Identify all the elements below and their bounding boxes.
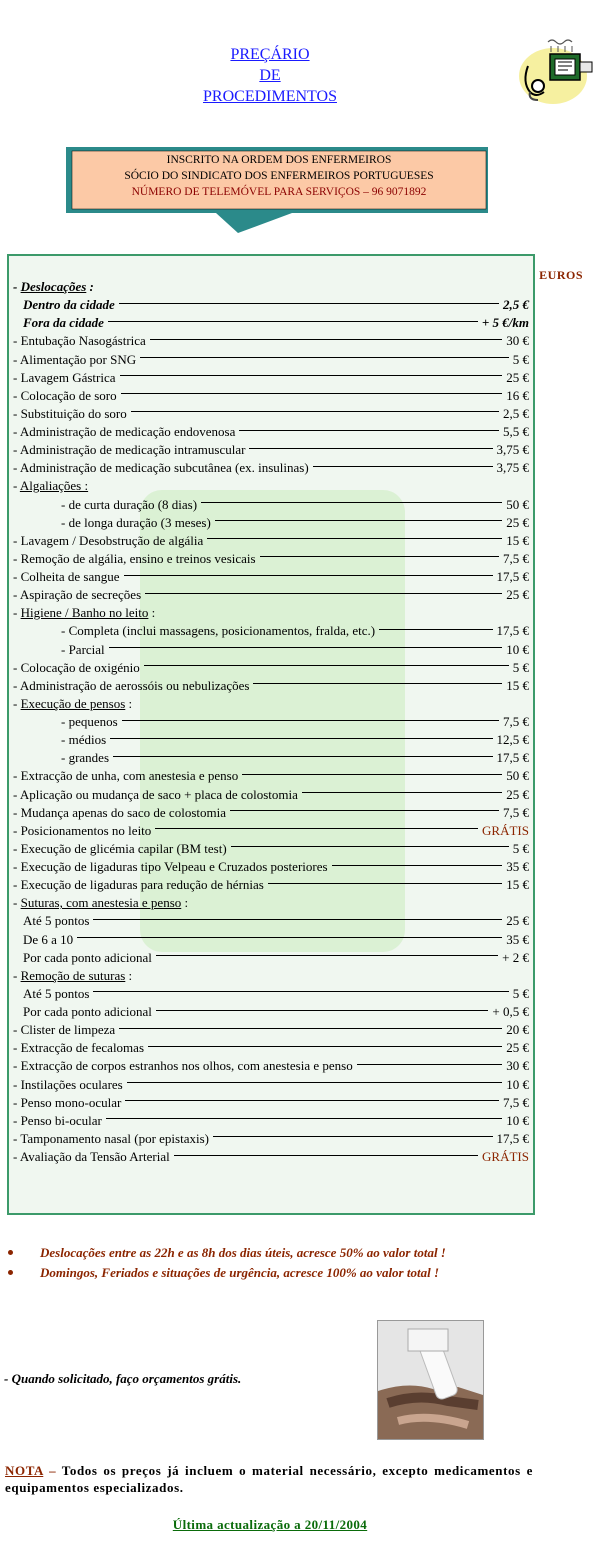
price-row [13, 858, 529, 876]
price-row [13, 840, 529, 858]
row-label [13, 477, 88, 495]
row-label [13, 695, 132, 713]
price-row [13, 949, 529, 967]
leader-line [249, 448, 492, 449]
row-price: + 2 € [502, 949, 529, 965]
price-row [13, 278, 529, 296]
price-row [13, 532, 529, 550]
leader-line [260, 556, 499, 557]
row-label: - Extracção de fecalomas [13, 1040, 145, 1056]
leader-line [125, 1100, 499, 1101]
row-price: 30 € [506, 1058, 529, 1074]
row-price: 7,5 € [503, 1094, 529, 1110]
budget-note: - Quando solicitado, faço orçamentos grátis. [4, 1371, 242, 1386]
row-label: - Extracção de unha, com anestesia e penso [13, 768, 239, 784]
row-suffix: : [125, 967, 133, 983]
price-row [13, 1057, 529, 1075]
row-price: 5,5 € [503, 424, 529, 439]
row-label: - Extracção de corpos estranhos nos olhos, com anestesia e penso [13, 1058, 353, 1074]
leader-line [121, 393, 503, 394]
row-price: GRÁTIS [482, 1149, 529, 1164]
row-label [13, 894, 188, 912]
price-row [13, 1003, 529, 1021]
section-heading: Higiene / Banho no leito [20, 605, 149, 621]
leader-line [242, 774, 502, 775]
price-row [13, 641, 529, 659]
row-label: - Alimentação por SNG [13, 351, 137, 367]
leader-line [120, 375, 503, 376]
section-heading: Algaliações : [19, 478, 89, 494]
callout-line-2: SÓCIO DO SINDICATO DOS ENFERMEIROS PORTUGUESES [124, 170, 434, 182]
row-label: Dentro da cidade [23, 297, 115, 313]
row-price: 35 € [506, 931, 529, 947]
row-label: - Remoção de algália, ensino e treinos vesicais [13, 550, 256, 566]
row-label: - Substituição do soro [13, 405, 127, 421]
row-prefix: - [13, 895, 21, 911]
leader-line [215, 520, 502, 521]
title-line-2: DE [259, 67, 281, 84]
row-label: - Colocação de soro [13, 387, 117, 403]
leader-line [174, 1155, 478, 1156]
leader-line [77, 937, 502, 938]
leader-line [131, 411, 499, 412]
price-row [13, 514, 529, 532]
leader-line [127, 1082, 503, 1083]
leader-line [155, 828, 478, 829]
leader-line [231, 846, 509, 847]
row-price: 7,5 € [503, 550, 529, 566]
section-heading: Remoção de suturas [20, 967, 126, 983]
row-price: 12,5 € [496, 732, 529, 748]
section-heading: Deslocações [20, 279, 87, 294]
row-price: 10 € [506, 641, 529, 657]
price-row [13, 496, 529, 514]
price-list [13, 278, 529, 1166]
price-row [13, 1112, 529, 1130]
row-label: - Posicionamentos no leito [13, 822, 152, 838]
row-label: - médios [61, 732, 107, 748]
row-price: 50 € [506, 496, 529, 512]
price-row [13, 1130, 529, 1148]
price-row [13, 985, 529, 1003]
currency-header: EUROS [539, 268, 583, 282]
row-label: Até 5 pontos [23, 913, 90, 929]
leader-line [109, 647, 503, 648]
nota-dash: – [43, 1463, 62, 1478]
leader-line [332, 865, 503, 866]
page-title [170, 44, 370, 107]
price-row [13, 586, 529, 604]
leader-line [207, 538, 502, 539]
row-price: 30 € [506, 333, 529, 349]
leader-line [119, 1028, 502, 1029]
row-price: + 0,5 € [492, 1004, 529, 1019]
row-price: 17,5 € [496, 569, 529, 584]
row-suffix: : [86, 279, 94, 294]
title-line-3: PROCEDIMENTOS [203, 88, 337, 105]
row-label: Fora da cidade [23, 315, 104, 331]
row-price: GRÁTIS [482, 822, 529, 838]
price-row [13, 604, 529, 622]
price-row [13, 912, 529, 930]
price-row [13, 1021, 529, 1039]
price-row [13, 550, 529, 568]
row-label: Por cada ponto adicional [23, 1004, 152, 1019]
price-row [13, 731, 529, 749]
row-label: - Execução de ligaduras tipo Velpeau e Cruzados posteriores [13, 859, 328, 874]
row-price: 10 € [506, 1076, 529, 1092]
price-row [13, 369, 529, 387]
row-label: - Penso mono-ocular [13, 1094, 122, 1110]
callout-text [72, 152, 486, 200]
leader-line [145, 593, 502, 594]
row-suffix: : [148, 605, 156, 621]
price-row [13, 894, 529, 912]
row-label: Até 5 pontos [23, 985, 90, 1001]
nota-paragraph [5, 1462, 533, 1496]
price-row [13, 1094, 529, 1112]
section-heading: Execução de pensos [20, 695, 126, 711]
price-row [13, 314, 529, 332]
row-label: De 6 a 10 [23, 931, 74, 947]
row-label: - Administração de medicação endovenosa [13, 424, 236, 439]
nota-label: NOTA [5, 1463, 44, 1478]
row-suffix: : [125, 695, 133, 711]
last-updated: Última actualização a 20/11/2004 [172, 1517, 368, 1532]
price-row [13, 713, 529, 731]
row-label: - Parcial [61, 641, 105, 657]
price-row [13, 767, 529, 785]
row-price: 3,75 € [496, 442, 529, 458]
note-item [8, 1244, 536, 1261]
leader-line [93, 991, 508, 992]
leader-line [357, 1064, 503, 1065]
row-label: - Execução de glicémia capilar (BM test) [13, 840, 227, 856]
row-price: 50 € [506, 768, 529, 784]
row-price: 7,5 € [503, 804, 529, 820]
price-row [13, 622, 529, 640]
row-suffix: : [181, 895, 189, 911]
leader-line [156, 1010, 489, 1011]
row-label: - de curta duração (8 dias) [61, 496, 198, 512]
row-price: 25 € [506, 369, 529, 385]
price-row [13, 659, 529, 677]
leader-line [239, 430, 499, 431]
row-price: 7,5 € [503, 714, 529, 729]
leader-line [253, 683, 502, 684]
row-price: + 5 €/km [481, 315, 529, 331]
row-label: - Administração de medicação intramuscular [13, 442, 246, 458]
price-row [13, 931, 529, 949]
row-label: - Instilações oculares [13, 1076, 123, 1092]
price-row [13, 804, 529, 822]
row-label: - Administração de medicação subcutânea (ex. insulinas) [13, 460, 309, 476]
leader-line [144, 665, 509, 666]
row-label: - Tamponamento nasal (por epistaxis) [13, 1130, 209, 1146]
price-row [13, 1076, 529, 1094]
row-price: 3,75 € [496, 460, 529, 476]
note-text: Deslocações entre as 22h e as 8h dos dias úteis, acresce 50% ao valor total ! [40, 1245, 446, 1260]
row-prefix: - [13, 279, 21, 294]
row-label [13, 278, 94, 296]
section-heading: Suturas, com anestesia e penso [20, 895, 182, 911]
leader-line [150, 339, 502, 340]
row-label: - Execução de ligaduras para redução de hérnias [13, 877, 264, 893]
row-label: - Colheita de sangue [13, 569, 120, 584]
price-row [13, 876, 529, 894]
leader-line [148, 1046, 502, 1047]
row-price: 10 € [506, 1112, 529, 1128]
row-price: 17,5 € [496, 750, 529, 766]
bullet-icon [8, 1250, 13, 1255]
leader-line [230, 810, 499, 811]
leader-line [268, 883, 502, 884]
row-label: - pequenos [61, 714, 118, 729]
callout-line-1: INSCRITO NA ORDEM DOS ENFERMEIROS [166, 154, 392, 166]
row-price: 5 € [512, 351, 529, 367]
leader-line [113, 756, 492, 757]
row-price: 25 € [506, 786, 529, 802]
price-row [13, 1039, 529, 1057]
row-label: - Administração de aerossóis ou nebulizações [13, 677, 250, 693]
row-price: 17,5 € [496, 1130, 529, 1146]
bandage-photo [377, 1320, 484, 1440]
leader-line [124, 575, 493, 576]
row-label: - Entubação Nasogástrica [13, 333, 146, 349]
row-prefix: - [13, 478, 20, 494]
price-row [13, 296, 529, 314]
row-price: 16 € [506, 387, 529, 403]
row-price: 5 € [512, 659, 529, 675]
bullet-icon [8, 1270, 13, 1275]
price-row [13, 1148, 529, 1166]
row-price: 25 € [506, 587, 529, 603]
leader-line [106, 1118, 502, 1119]
row-label [13, 604, 155, 622]
row-price: 15 € [506, 677, 529, 693]
row-price: 15 € [506, 877, 529, 893]
price-row [13, 695, 529, 713]
row-label: Por cada ponto adicional [23, 949, 152, 965]
nurse-kit-icon [508, 36, 594, 106]
leader-line [379, 629, 492, 630]
row-price: 25 € [506, 1040, 529, 1056]
title-line-1: PREÇÁRIO [230, 46, 310, 63]
price-row [13, 749, 529, 767]
row-label: - Colocação de oxigénio [13, 659, 140, 675]
row-label: - Penso bi-ocular [13, 1112, 102, 1128]
row-label: - Aplicação ou mudança de saco + placa de colostomia [13, 786, 298, 802]
row-label: - Clister de limpeza [13, 1022, 116, 1038]
row-price: 35 € [506, 859, 529, 874]
row-price: 5 € [512, 840, 529, 856]
leader-line [302, 792, 502, 793]
row-label: - de longa duração (3 meses) [61, 514, 211, 530]
price-row [13, 568, 529, 586]
price-row [13, 477, 529, 495]
price-row [13, 441, 529, 459]
leader-line [313, 466, 493, 467]
leader-line [122, 720, 499, 721]
row-price: 20 € [506, 1022, 529, 1038]
row-price: 2,5 € [503, 405, 529, 421]
row-prefix: - [13, 605, 21, 621]
surcharge-notes [8, 1244, 536, 1284]
leader-line [156, 955, 498, 956]
leader-line [213, 1136, 493, 1137]
price-row [13, 423, 529, 441]
row-price: 2,5 € [503, 297, 529, 313]
price-row [13, 332, 529, 350]
price-row [13, 677, 529, 695]
note-item [8, 1264, 536, 1281]
price-row [13, 459, 529, 477]
row-prefix: - [13, 695, 21, 711]
price-row [13, 351, 529, 369]
nota-text: Todos os preços já incluem o material necessário, excepto medicamentos e equipamentos especializados. [5, 1463, 533, 1495]
price-row [13, 967, 529, 985]
row-price: 25 € [506, 514, 529, 530]
price-row [13, 387, 529, 405]
callout-phone-line: NÚMERO DE TELEMÓVEL PARA SERVIÇOS – 96 9071892 [131, 186, 427, 198]
row-label: - Mudança apenas do saco de colostomia [13, 804, 226, 820]
price-row [13, 405, 529, 423]
leader-line [110, 738, 492, 739]
leader-line [201, 502, 502, 503]
leader-line [93, 919, 502, 920]
row-label: - Completa (inclui massagens, posicionamentos, fralda, etc.) [61, 623, 376, 639]
leader-line [108, 321, 478, 322]
row-label: - Aspiração de secreções [13, 587, 142, 603]
row-price: 5 € [512, 985, 529, 1001]
row-label: - grandes [61, 750, 110, 766]
row-prefix: - [13, 967, 21, 983]
price-row [13, 822, 529, 840]
row-price: 25 € [506, 913, 529, 929]
row-label: - Avaliação da Tensão Arterial [13, 1149, 170, 1164]
leader-line [119, 303, 499, 304]
leader-line [140, 357, 509, 358]
row-label: - Lavagem / Desobstrução de algália [13, 532, 204, 548]
row-label [13, 967, 132, 985]
row-price: 15 € [506, 532, 529, 548]
row-label: - Lavagem Gástrica [13, 369, 116, 385]
price-row [13, 786, 529, 804]
row-price: 17,5 € [496, 623, 529, 639]
note-text: Domingos, Feriados e situações de urgência, acresce 100% ao valor total ! [40, 1265, 440, 1280]
